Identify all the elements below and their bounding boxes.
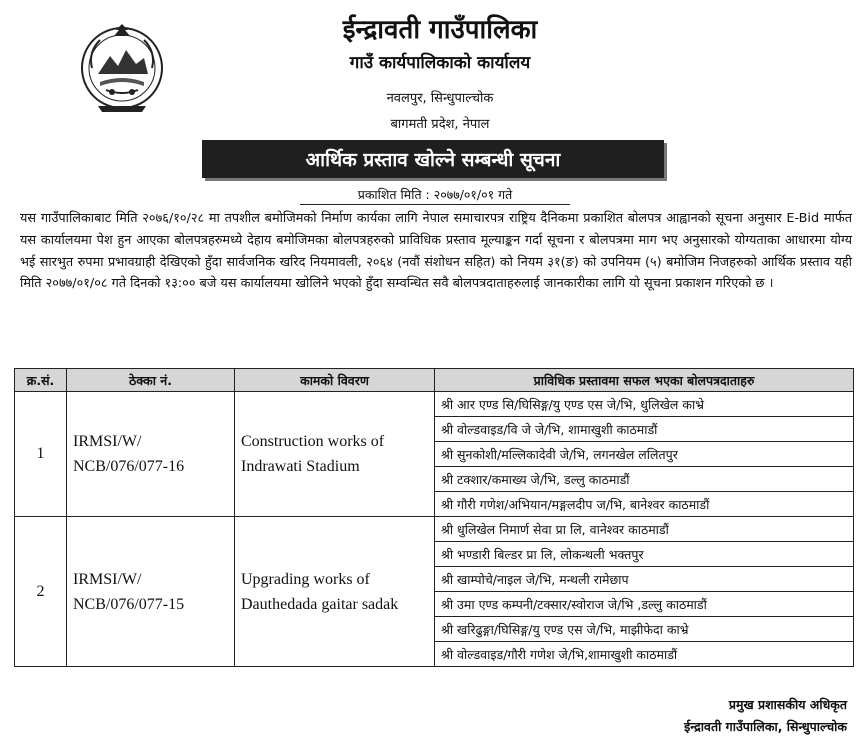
- bidder-name: श्री उमा एण्ड कम्पनी/टक्सार/स्वोराज जे/भि ,डल्लु काठमाडौं: [435, 592, 854, 617]
- contract-number: IRMSI/W/ NCB/076/077-15: [67, 517, 235, 667]
- bidder-name: श्री वोल्डवाइड/वि जे जे/भि, शामाखुशी काठमाडौं: [435, 417, 854, 442]
- serial-number: 1: [15, 392, 67, 517]
- header-work-description: कामको विवरण: [235, 369, 435, 392]
- header-contract-no: ठेक्का नं.: [67, 369, 235, 392]
- government-emblem-icon: [78, 22, 166, 114]
- bidder-name: श्री सुनकोशी/मल्लिकादेवी जे/भि, लगनखेल ललितपुर: [435, 442, 854, 467]
- work-description: Construction works of Indrawati Stadium: [235, 392, 435, 517]
- table-header-row: [15, 369, 854, 392]
- serial-number: 2: [15, 517, 67, 667]
- address-line-2: बागमती प्रदेश, नेपाल: [390, 117, 490, 132]
- bidder-name: श्री आर एण्ड सि/घिसिङ्ग/यु एण्ड एस जे/भि, धुलिखेल काभ्रे: [435, 392, 854, 417]
- bidder-name: श्री टक्शार/कमाख्य जे/भि, डल्लु काठमाडौं: [435, 467, 854, 492]
- table-row: [15, 392, 854, 417]
- published-date: प्रकाशित मिति : २०७७/०१/०१ गते: [300, 186, 570, 205]
- office-name: गाउँ कार्यपालिकाको कार्यालय: [349, 53, 531, 73]
- notice-title: आर्थिक प्रस्ताव खोल्ने सम्बन्धी सूचना: [202, 140, 664, 178]
- bidder-name: श्री वोल्डवाइड/गौरी गणेश जे/भि,शामाखुशी काठमाडौं: [435, 642, 854, 667]
- bidder-name: श्री गौरी गणेश/अभियान/मङ्गलदीप ज/भि, बानेश्वर काठमाडौं: [435, 492, 854, 517]
- header-successful-bidders: प्राविधिक प्रस्तावमा सफल भएका बोलपत्रदाताहरु: [435, 369, 854, 392]
- organization-name: ईन्द्रावती गाउँपालिका: [342, 15, 538, 45]
- header-serial: क्र.सं.: [15, 369, 67, 392]
- bidder-name: श्री खरिढुङ्गा/घिसिङ्ग/यु एण्ड एस जे/भि, माझीफेदा काभ्रे: [435, 617, 854, 642]
- table-row: [15, 517, 854, 542]
- bidder-name: श्री धुलिखेल निमार्ण सेवा प्रा लि, वानेश्वर काठमाडौं: [435, 517, 854, 542]
- bidders-table: [14, 368, 854, 667]
- bidder-name: श्री भण्डारी बिल्डर प्रा लि, लोकन्थली भक्तपुर: [435, 542, 854, 567]
- bidder-name: श्री खाम्पोचे/नाइल जे/भि, मन्थली रामेछाप: [435, 567, 854, 592]
- work-description: Upgrading works of Dauthedada gaitar sadak: [235, 517, 435, 667]
- notice-body: यस गाउँपालिकाबाट मिति २०७६/१०/२८ मा तपशील बमोजिमको निर्माण कार्यका लागि नेपाल समाचारपत्र राष्ट्रिय दैनिकमा प्रकाशित बोलपत्र आह्वानको सूचना अनुसार E-Bid मार्फत यस कार्यालयमा पेश हुन आएका बोलपत्रहरुमध्ये देहाय बमोजिमका बोलपत्रहरुको प्राविधिक प्रस्ताव मूल्याङ्कन गर्दा सूचना र बोलपत्रमा माग भए अनुसारको योग्यताका आधारमा योग्य भई सारभुत रुपमा प्रभावग्राही देखिएको हुँदा सार्वजनिक खरिद नियमावली, २०६४ (नवौं संशोधन सहित) को नियम ३१(ङ) को उपनियम (५) बमोजिम निजहरुको आर्थिक प्रस्ताव यही मिति २०७७/०१/०८ गते दिनको १३:०० बजे यस कार्यालयमा खोलिने भएको हुँदा सम्वन्धित सवै बोलपत्रदाताहरुलाई जानकारीका लागि यो सूचना प्रकाशन गरिएको छ ।: [20, 211, 852, 292]
- address-line-1: नवलपुर, सिन्धुपाल्चोक: [386, 91, 494, 106]
- contract-number: IRMSI/W/ NCB/076/077-16: [67, 392, 235, 517]
- signatory-title: प्रमुख प्रशासकीय अधिकृत: [728, 697, 847, 712]
- signatory-office: ईन्द्रावती गाउँपालिका, सिन्धुपाल्चोक: [684, 719, 847, 734]
